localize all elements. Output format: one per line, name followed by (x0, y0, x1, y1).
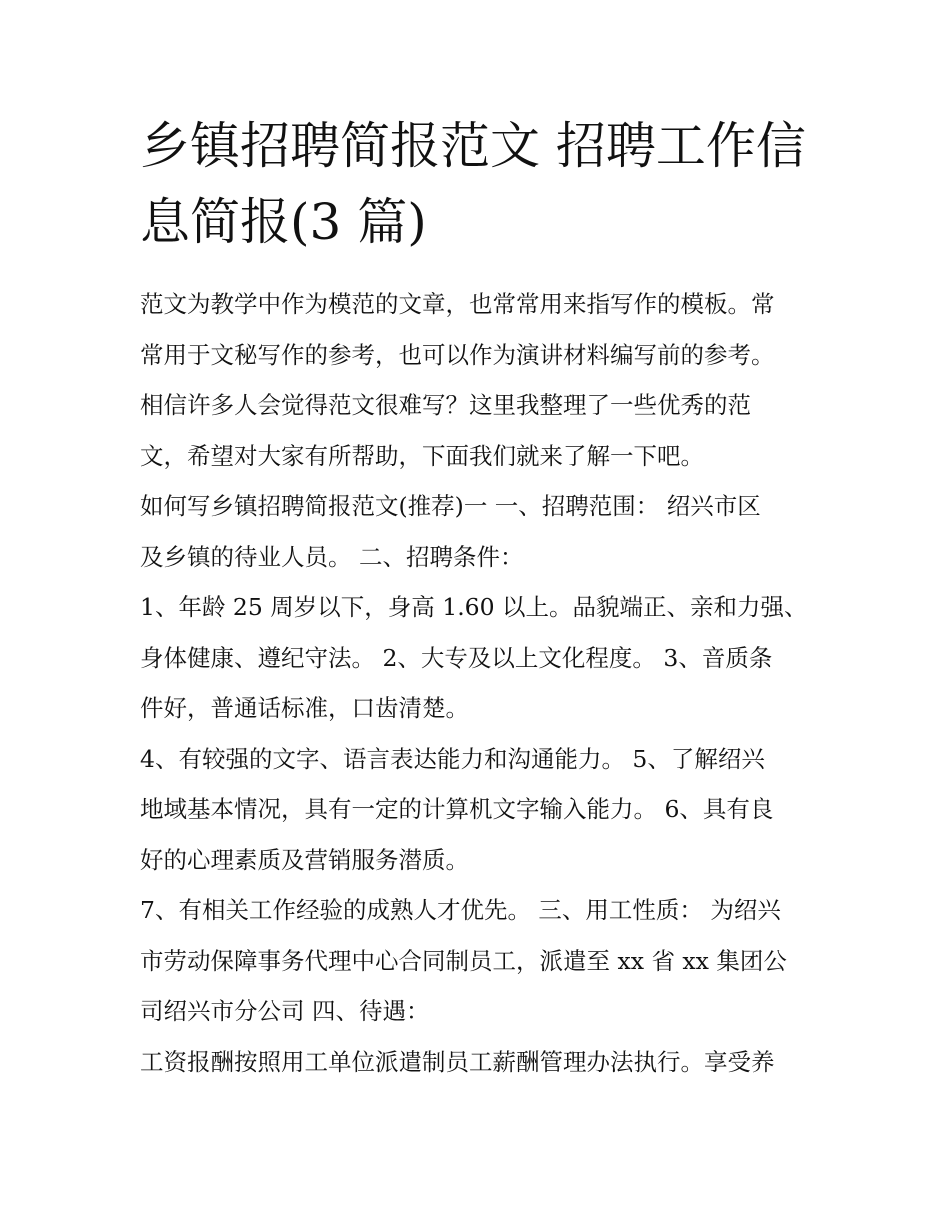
paragraph-conditions-1 (140, 582, 820, 734)
document-body (140, 279, 820, 1087)
text-line: 范文为教学中作为模范的文章，也常常用来指写作的模板。常 (140, 290, 775, 318)
text-line: 好的心理素质及营销服务潜质。 (140, 845, 469, 874)
text-line: 如何写乡镇招聘简报范文(推荐)一 一、招聘范围： 绍兴市区 (140, 492, 761, 520)
text-line: 1、年龄 25 周岁以下，身高 1.60 以上。品貌端正、亲和力强、 (140, 593, 808, 621)
paragraph-scope (140, 481, 820, 582)
title-line: 乡镇招聘简报范文 招聘工作信 (140, 117, 806, 175)
text-line: 相信许多人会觉得范文很难写？这里我整理了一些优秀的范 (140, 391, 751, 419)
text-line: 地域基本情况，具有一定的计算机文字输入能力。 6、具有良 (140, 795, 774, 823)
text-line: 4、有较强的文字、语言表达能力和沟通能力。 5、了解绍兴 (140, 744, 765, 773)
document-title (140, 108, 820, 260)
text-line: 及乡镇的待业人员。 二、招聘条件： (140, 542, 524, 571)
text-line: 身体健康、遵纪守法。 2、大专及以上文化程度。 3、音质条 (140, 643, 773, 672)
paragraph-salary (140, 1037, 820, 1088)
text-line: 文，希望对大家有所帮助，下面我们就来了解一下吧。 (140, 441, 704, 470)
text-line: 工资报酬按照用工单位派遣制员工薪酬管理办法执行。享受养 (140, 1047, 775, 1076)
paragraph-employment-nature (140, 885, 820, 1037)
title-line: 息简报(3 篇) (140, 193, 427, 251)
text-line: 司绍兴市分公司 四、待遇： (140, 997, 430, 1025)
paragraph-intro (140, 279, 820, 481)
text-line: 市劳动保障事务代理中心合同制员工，派遣至 xx 省 xx 集团公 (140, 946, 787, 975)
text-line: 常用于文秘写作的参考，也可以作为演讲材料编写前的参考。 (140, 340, 775, 369)
text-line: 7、有相关工作经验的成熟人才优先。 三、用工性质： 为绍兴 (140, 896, 781, 924)
text-line: 件好，普通话标准，口齿清楚。 (140, 694, 469, 722)
paragraph-conditions-4 (140, 734, 820, 886)
